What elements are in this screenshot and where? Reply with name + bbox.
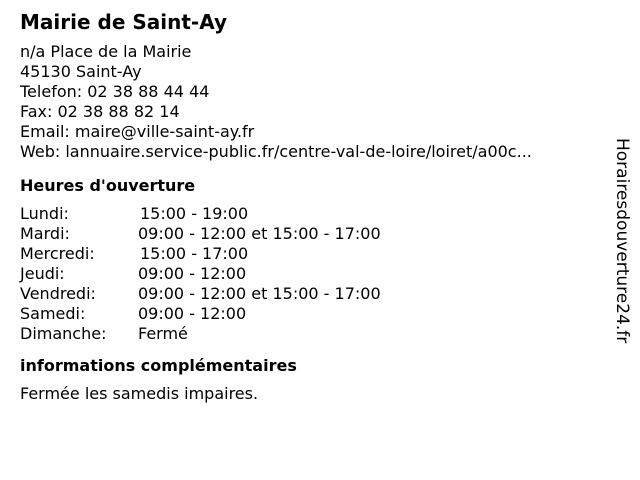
- day-label: Mardi:: [20, 224, 70, 243]
- fax-line: Fax: 02 38 88 82 14: [20, 102, 180, 121]
- phone-line: Telefon: 02 38 88 44 44: [20, 82, 210, 101]
- day-label: Lundi:: [20, 204, 69, 223]
- place-name: Mairie de Saint-Ay: [20, 10, 228, 34]
- day-hours: 09:00 - 12:00 et 15:00 - 17:00: [138, 284, 381, 303]
- day-label: Dimanche:: [20, 324, 107, 343]
- hours-row-thursday: [20, 264, 600, 284]
- hours-row-tuesday: [20, 224, 600, 244]
- day-label: Vendredi:: [20, 284, 96, 303]
- day-hours: Fermé: [138, 324, 188, 343]
- info-heading: informations complémentaires: [20, 356, 297, 375]
- site-watermark: Horairesdouverture24.fr: [612, 138, 632, 344]
- day-label: Mercredi:: [20, 244, 95, 263]
- hours-row-friday: [20, 284, 600, 304]
- web-line: Web: lannuaire.service-public.fr/centre-val-de-loire/loiret/a00c...: [20, 142, 532, 161]
- hours-heading: Heures d'ouverture: [20, 176, 196, 195]
- day-label: Jeudi:: [20, 264, 65, 283]
- hours-row-wednesday: [20, 244, 600, 264]
- email-line: Email: maire@ville-saint-ay.fr: [20, 122, 255, 141]
- day-hours: 15:00 - 17:00: [140, 244, 249, 263]
- hours-row-saturday: [20, 304, 600, 324]
- day-hours: 09:00 - 12:00: [138, 264, 247, 283]
- info-text: Fermée les samedis impaires.: [20, 384, 259, 403]
- address-line-2: 45130 Saint-Ay: [20, 62, 142, 81]
- day-label: Samedi:: [20, 304, 86, 323]
- day-hours: 09:00 - 12:00 et 15:00 - 17:00: [138, 224, 381, 243]
- day-hours: 15:00 - 19:00: [140, 204, 249, 223]
- address-line-1: n/a Place de la Mairie: [20, 42, 192, 61]
- place-card: [20, 8, 600, 404]
- hours-row-monday: [20, 204, 600, 224]
- hours-table: [20, 204, 600, 344]
- day-hours: 09:00 - 12:00: [138, 304, 247, 323]
- hours-row-sunday: [20, 324, 600, 344]
